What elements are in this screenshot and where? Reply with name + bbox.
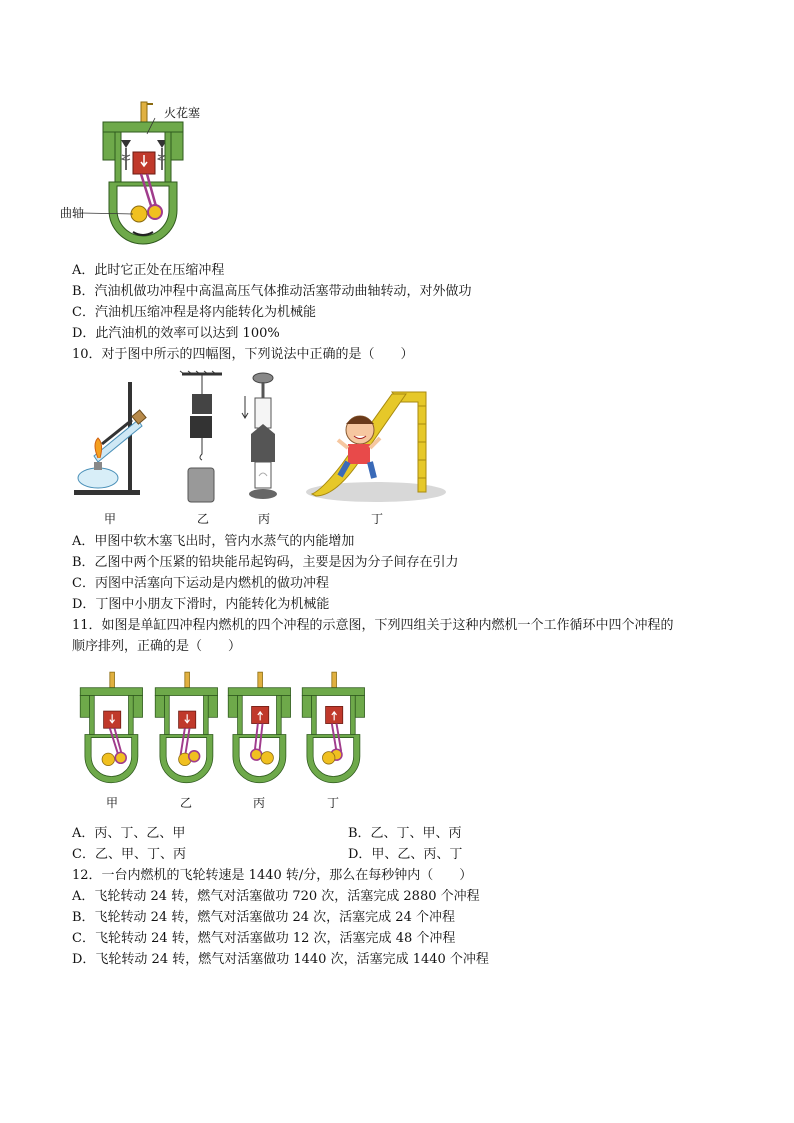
engine-stroke-jia bbox=[74, 668, 148, 790]
q9-option-b: B．汽油机做功冲程中高温高压气体推动活塞带动曲轴转动，对外做功 bbox=[72, 284, 472, 299]
figure-lead-blocks bbox=[178, 370, 226, 505]
engine-diagram-q9 bbox=[95, 100, 190, 250]
q9-option-a: A．此时它正处在压缩冲程 bbox=[72, 263, 225, 278]
q11-caption-bing: 丙 bbox=[253, 796, 266, 810]
q12-option-b: B．飞轮转动 24 转，燃气对活塞做功 24 次，活塞完成 24 个冲程 bbox=[72, 910, 455, 925]
q10-option-c: C．丙图中活塞向下运动是内燃机的做功冲程 bbox=[72, 576, 329, 591]
q11-option-a: A．丙、丁、乙、甲 bbox=[72, 826, 186, 841]
q9-option-c: C．汽油机压缩冲程是将内能转化为机械能 bbox=[72, 305, 316, 320]
q12-stem: 12．一台内燃机的飞轮转速是 1440 转/分，那么在每秒钟内（ ） bbox=[72, 868, 473, 883]
q11-option-b: B．乙、丁、甲、丙 bbox=[348, 826, 462, 841]
crankshaft-label: 曲轴 bbox=[60, 206, 85, 220]
q12-option-a: A．飞轮转动 24 转，燃气对活塞做功 720 次，活塞完成 2880 个冲程 bbox=[72, 889, 480, 904]
q10-caption-bing: 丙 bbox=[258, 512, 271, 526]
spark-plug-label: 火花塞 bbox=[164, 106, 201, 120]
q10-option-b: B．乙图中两个压紧的铅块能吊起钩码，主要是因为分子间存在引力 bbox=[72, 555, 459, 570]
q11-caption-yi: 乙 bbox=[180, 796, 193, 810]
engine-stroke-ding bbox=[296, 668, 370, 790]
q11-caption-ding: 丁 bbox=[327, 796, 340, 810]
q10-option-a: A．甲图中软木塞飞出时，管内水蒸气的内能增加 bbox=[72, 534, 355, 549]
q11-option-c: C．乙、甲、丁、丙 bbox=[72, 847, 186, 862]
q10-option-d: D．丁图中小朋友下滑时，内能转化为机械能 bbox=[72, 597, 330, 612]
figure-compression-cylinder bbox=[243, 372, 283, 502]
q11-stem-line1: 11．如图是单缸四冲程内燃机的四个冲程的示意图，下列四组关于这种内燃机一个工作循环中四个冲程的 bbox=[72, 618, 674, 633]
figure-test-tube-lamp bbox=[72, 372, 172, 497]
figure-child-on-slide bbox=[306, 384, 448, 504]
q9-option-d: D．此汽油机的效率可以达到 100% bbox=[72, 326, 280, 341]
q10-caption-yi: 乙 bbox=[197, 512, 210, 526]
q11-caption-jia: 甲 bbox=[106, 796, 119, 810]
q12-option-d: D．飞轮转动 24 转，燃气对活塞做功 1440 次，活塞完成 1440 个冲程 bbox=[72, 952, 489, 967]
q10-caption-ding: 丁 bbox=[371, 512, 384, 526]
engine-stroke-yi bbox=[149, 668, 223, 790]
q11-stem-line2: 顺序排列，正确的是（ ） bbox=[72, 639, 242, 654]
q11-option-d: D．甲、乙、丙、丁 bbox=[348, 847, 463, 862]
q10-caption-jia: 甲 bbox=[104, 512, 117, 526]
q10-stem: 10．对于图中所示的四幅图，下列说法中正确的是（ ） bbox=[72, 347, 414, 362]
engine-stroke-bing bbox=[222, 668, 296, 790]
q12-option-c: C．飞轮转动 24 转，燃气对活塞做功 12 次，活塞完成 48 个冲程 bbox=[72, 931, 456, 946]
